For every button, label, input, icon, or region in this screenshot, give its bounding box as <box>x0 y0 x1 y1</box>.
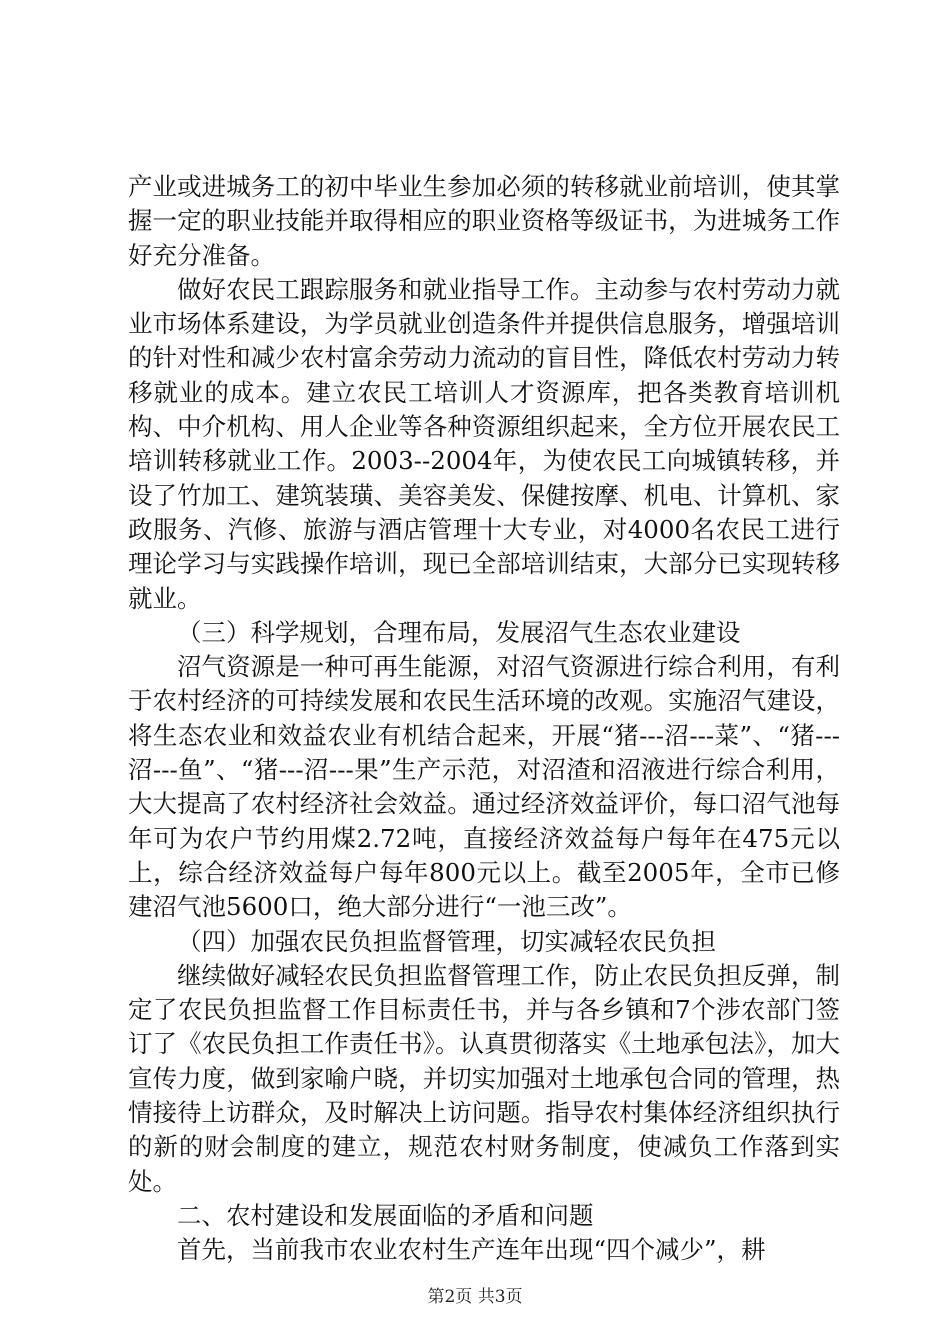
paragraph-biogas: 沼气资源是一种可再生能源，对沼气资源进行综合利用，有利于农村经济的可持续发展和农民生活环境的改观。实施沼气建设，将生态农业和效益农业有机结合起来，开展“猪---沼---菜”、“猪---沼---鱼”、“猪---沼---果”生产示范，对沼渣和沼液进行综合利用，大大提高了农村经济社会效益。通过经济效益评价，每口沼气池每年可为农户节约用煤2.72吨，直接经济效益每户每年在475元以上，综合经济效益每户每年800元以上。截至2005年，全市已修建沼气池5600口，绝大部分进行“一池三改”。 <box>128 652 840 922</box>
section-heading-farmer-burden: （四）加强农民负担监督管理，切实减轻农民负担 <box>177 926 716 956</box>
document-body <box>128 170 840 1268</box>
paragraph-farmer-burden: 继续做好减轻农民负担监督管理工作，防止农民负担反弹，制定了农民负担监督工作目标责任书，并与各乡镇和7个涉农部门签订了《农民负担工作责任书》。认真贯彻落实《土地承包法》，加大宣传力度，做到家喻户晓，并切实加强对土地承包合同的管理，热情接待上访群众，及时解决上访问题。指导农村集体经济组织执行的新的财会制度的建立，规范农村财务制度，使减负工作落到实处。 <box>128 960 840 1196</box>
section-heading-problems: 二、农村建设和发展面临的矛盾和问题 <box>177 1200 594 1230</box>
section-heading-biogas: （三）科学规划，合理布局，发展沼气生态农业建设 <box>177 617 741 647</box>
paragraph-migrant-worker-services: 做好农民工跟踪服务和就业指导工作。主动参与农村劳动力就业市场体系建设，为学员就业创造条件并提供信息服务，增强培训的针对性和减少农村富余劳动力流动的盲目性，降低农村劳动力转移就业的成本。建立农民工培训人才资源库，把各类教育培训机构、中介机构、用人企业等各种资源组织起来，全方位开展农民工培训转移就业工作。2003--2004年，为使农民工向城镇转移，并设了竹加工、建筑装璜、美容美发、保健按摩、机电、计算机、家政服务、汽修、旅游与酒店管理十大专业，对4000名农民工进行理论学习与实践操作培训，现已全部培训结束，大部分已实现转移就业。 <box>128 274 840 613</box>
page-number-footer: 第2页 共3页 <box>427 1287 523 1307</box>
paragraph-continuation: 产业或进城务工的初中毕业生参加必须的转移就业前培训，使其掌握一定的职业技能并取得相应的职业资格等级证书，为进城务工作好充分准备。 <box>128 172 840 270</box>
paragraph-firstly: 首先，当前我市农业农村生产连年出现“四个减少”，耕 <box>177 1235 766 1265</box>
